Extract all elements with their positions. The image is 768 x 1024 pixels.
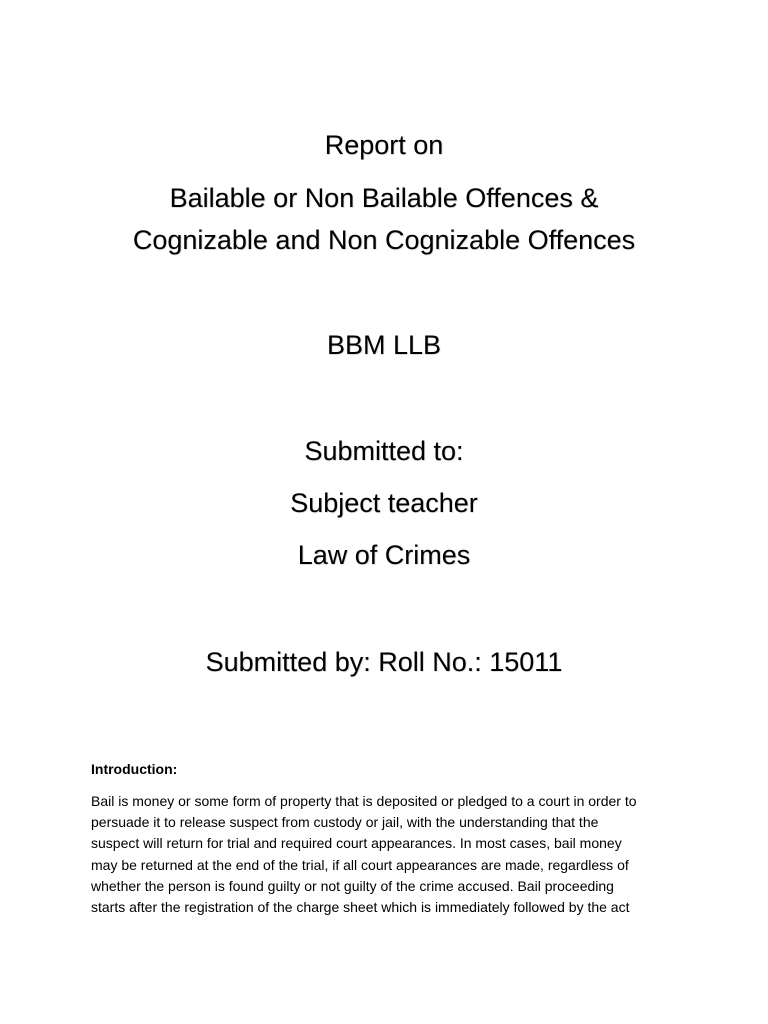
paragraph-line: persuade it to release suspect from custody or jail, with the understanding that the	[91, 814, 599, 831]
paragraph-line: whether the person is found guilty or not guilty of the crime accused. Bail proceeding	[91, 877, 614, 894]
introduction-paragraph	[91, 791, 691, 918]
paragraph-line: suspect will return for trial and required court appearances. In most cases, bail money	[91, 835, 622, 852]
introduction-heading: Introduction:	[91, 761, 178, 777]
submitted-by: Submitted by: Roll No.: 15011	[205, 647, 563, 677]
paragraph-line: Bail is money or some form of property that is deposited or pledged to a court in order to	[91, 793, 637, 809]
course-name: BBM LLB	[326, 330, 442, 360]
report-title-line-2: Bailable or Non Bailable Offences &	[169, 183, 599, 213]
paragraph-line: may be returned at the end of the trial, if all court appearances are made, regardless of	[91, 856, 629, 873]
submitted-to-subject: Law of Crimes	[297, 540, 471, 570]
report-title-line-1: Report on	[324, 130, 444, 160]
submitted-to-teacher: Subject teacher	[290, 488, 478, 518]
submitted-to-label: Submitted to:	[304, 436, 464, 466]
report-title-line-3: Cognizable and Non Cognizable Offences	[132, 225, 636, 255]
paragraph-line: starts after the registration of the charge sheet which is immediately followed by the act	[91, 899, 630, 916]
